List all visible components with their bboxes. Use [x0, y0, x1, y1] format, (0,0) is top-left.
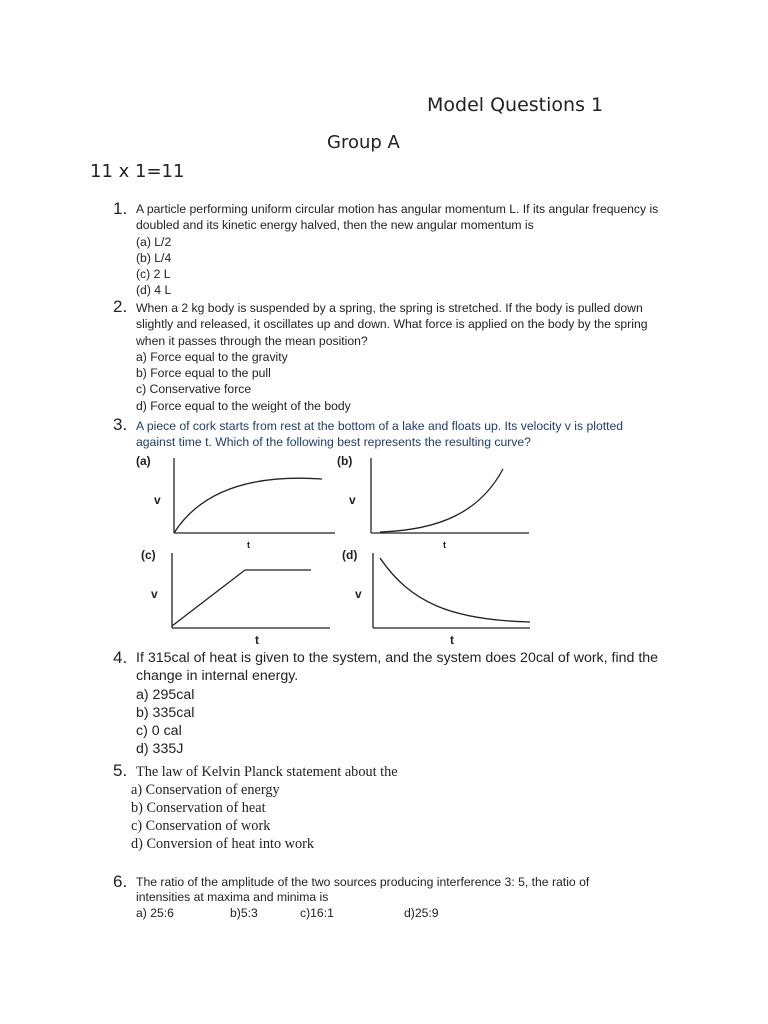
marks-scheme: 11 x 1=11	[90, 161, 185, 182]
question-5-option-b: b) Conservation of heat	[131, 800, 266, 817]
question-6-line-2: intensities at maxima and minima is	[136, 890, 329, 904]
graph-d	[373, 553, 530, 628]
question-6-option-d: d)25:9	[404, 906, 439, 920]
graph-a-x-label: t	[247, 540, 250, 550]
graph-b-y-label: v	[349, 493, 356, 507]
question-5-options	[131, 781, 691, 853]
graph-d-curve	[380, 558, 530, 622]
question-4-line-1: If 315cal of heat is given to the system, and the system does 20cal of work, find the	[136, 650, 659, 666]
question-6-option-b: b)5:3	[230, 906, 258, 920]
question-4-line-2: change in internal energy.	[136, 668, 299, 685]
graph-c-curve	[172, 570, 311, 626]
question-1-option-b: (b) L/4	[136, 250, 172, 265]
graph-c-x-label: t	[255, 633, 259, 647]
question-5	[136, 763, 696, 781]
question-1-option-c: (c) 2 L	[136, 267, 171, 282]
question-5-option-c: c) Conservation of work	[131, 818, 271, 835]
question-6	[136, 875, 696, 905]
graph-b-curve	[380, 469, 503, 532]
question-2-line-3: when it passes through the mean position?	[136, 333, 368, 348]
question-2	[136, 300, 696, 414]
question-3-number: 3.	[113, 415, 128, 434]
question-1-number: 1.	[113, 199, 128, 218]
question-2-option-c: c) Conservative force	[136, 382, 252, 397]
question-6-option-a: a) 25:6	[136, 906, 174, 920]
question-1-line-1: A particle performing uniform circular motion has angular momentum L. If its angular frequency is	[136, 202, 659, 216]
graph-b	[371, 458, 529, 533]
section-heading: Group A	[327, 132, 400, 153]
question-6-option-c: c)16:1	[300, 906, 334, 920]
question-2-option-b: b) Force equal to the pull	[136, 366, 271, 381]
question-1	[136, 201, 696, 299]
question-6-number: 6.	[113, 872, 128, 891]
question-3-line-1: A piece of cork starts from rest at the bottom of a lake and floats up. Its velocity v is plotted	[136, 419, 624, 433]
question-1-option-a: (a) L/2	[136, 234, 172, 249]
graph-d-y-label: v	[355, 587, 362, 601]
graph-c-label: (c)	[141, 548, 156, 562]
question-2-line-2: slightly and released, it oscillates up and down. What force is applied on the body by the spring	[136, 317, 648, 332]
question-5-option-a: a) Conservation of energy	[131, 782, 280, 798]
question-2-number: 2.	[113, 297, 128, 316]
question-4-option-b: b) 335cal	[136, 704, 195, 721]
question-4-option-d: d) 335J	[136, 741, 184, 758]
question-3-graphs	[0, 452, 768, 652]
graph-c	[172, 553, 330, 628]
graph-b-x-label: t	[443, 540, 446, 550]
page-title: Model Questions 1	[427, 94, 604, 116]
question-5-number: 5.	[113, 761, 128, 780]
graph-c-y-label: v	[151, 587, 158, 601]
graph-d-x-label: t	[450, 633, 454, 647]
graph-a-curve	[174, 478, 322, 533]
question-5-option-d: d) Conversion of heat into work	[131, 836, 315, 853]
graph-a-label: (a)	[136, 454, 151, 468]
question-2-option-d: d) Force equal to the weight of the body	[136, 398, 351, 413]
graph-a	[174, 458, 335, 533]
question-1-option-d: (d) 4 L	[136, 283, 172, 298]
graph-b-label: (b)	[337, 454, 353, 468]
question-1-line-2: doubled and its kinetic energy halved, then the new angular momentum is	[136, 218, 534, 233]
question-4-option-c: c) 0 cal	[136, 723, 182, 740]
question-3	[136, 418, 696, 451]
question-2-line-1: When a 2 kg body is suspended by a spring, the spring is stretched. If the body is pulled down	[136, 301, 643, 315]
question-4	[136, 649, 696, 759]
question-4-option-a: a) 295cal	[136, 686, 195, 703]
question-5-line-1: The law of Kelvin Planck statement about the	[136, 764, 398, 780]
graph-d-label: (d)	[342, 548, 358, 562]
question-2-option-a: a) Force equal to the gravity	[136, 349, 288, 364]
question-3-line-2: against time t. Which of the following best represents the resulting curve?	[136, 435, 531, 450]
question-6-line-1: The ratio of the amplitude of the two sources producing interference 3: 5, the ratio of	[136, 875, 590, 889]
graph-a-y-label: v	[154, 493, 161, 507]
question-4-number: 4.	[113, 648, 128, 667]
